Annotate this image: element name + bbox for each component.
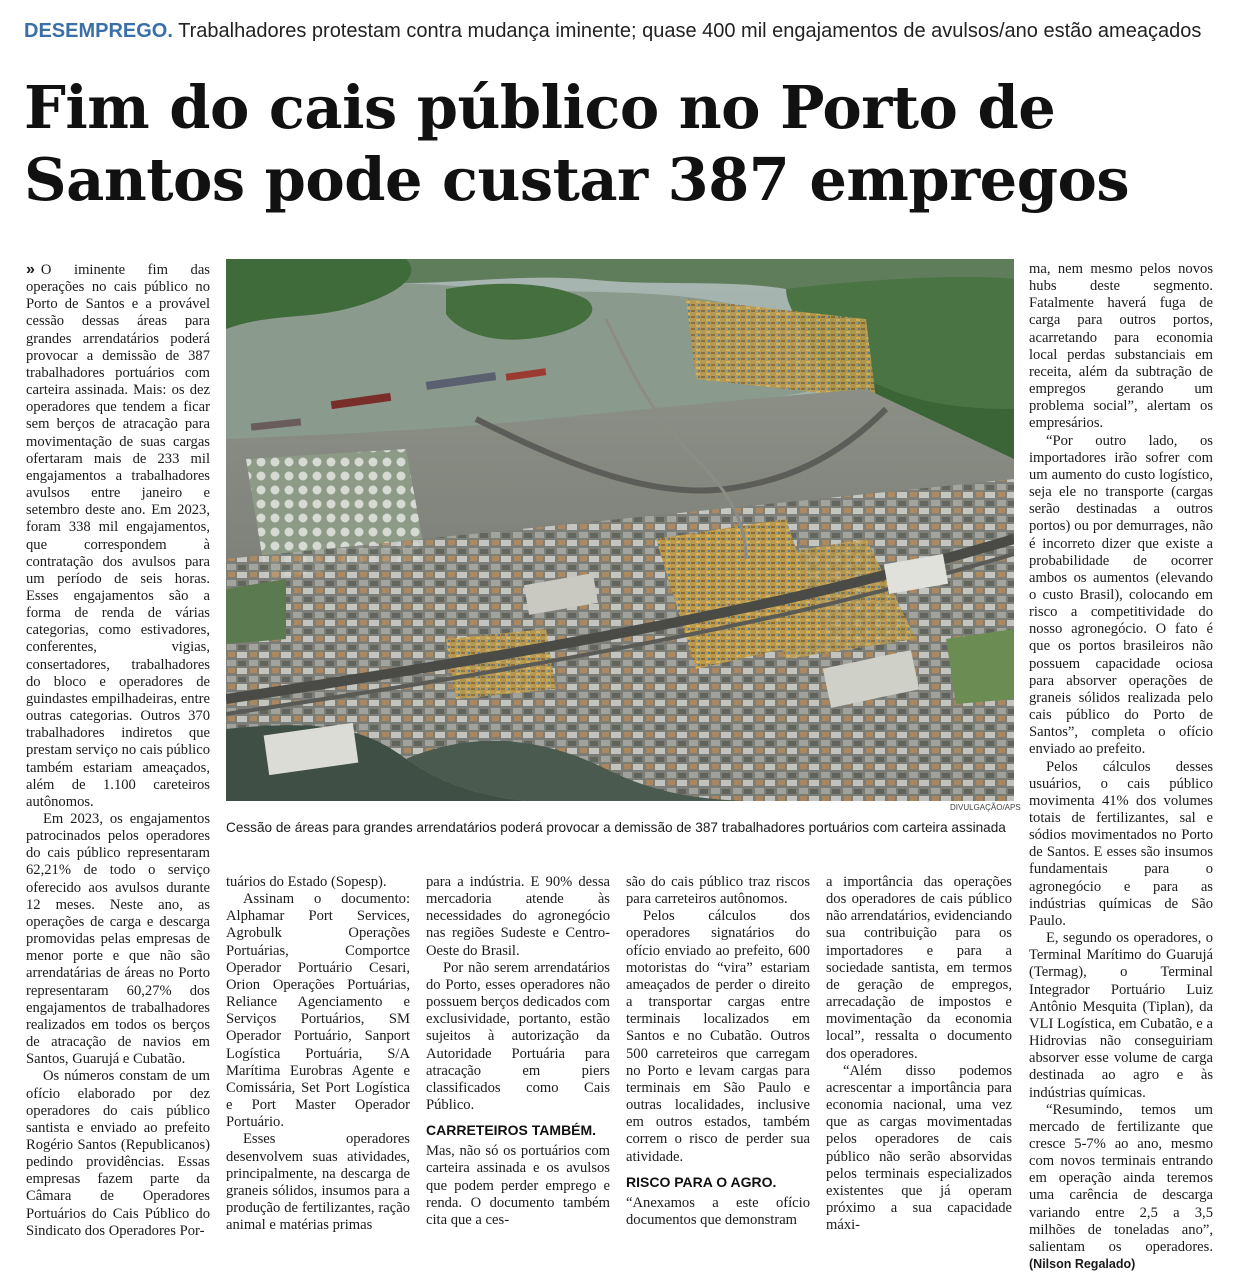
article-column-6	[1029, 261, 1213, 1273]
headline	[24, 72, 1214, 216]
author-signature: (Nilson Regalado)	[1029, 1257, 1136, 1272]
paragraph: Em 2023, os engajamentos patrocinados pelos operadores do cais público representaram 62,21% de todo o serviço oferecido aos avulsos durante 12 meses. Neste ano, as operações de carga e descarga promovidas pelas empresas de menor porte e que não são arrendatárias de áreas no Porto representaram 60,27% dos engajamentos de trabalhadores realizados em todos os berços de atracação de navios em Santos, Guarujá e Cubatão.	[26, 811, 210, 1068]
section-tag: DESEMPREGO.	[24, 20, 173, 42]
paragraph: tuários do Estado (Sopesp).	[226, 874, 387, 890]
lead-marker-icon: »	[26, 261, 35, 278]
kicker-subtitle: Trabalhadores protestam contra mudança iminente; quase 400 mil engajamentos de avulsos/ano estão ameaçados	[178, 20, 1202, 42]
subhead-risco-agro: RISCO PARA O AGRO.	[626, 1173, 777, 1190]
paragraph: “Por outro lado, os importadores irão sofrer com um aumento do custo logístico, seja ele no transporte (cargas serão destinadas a outros portos) ou por demurrages, não é incorreto dizer que existe a probabilidade de ocorrer ambos os aumentos (elevando o custo Brasil), colocando em risco a competitividade do nosso agronegócio. O fato é que os portos brasileiros não possuem capacidade ociosa para absorver operações de graneis sólidos realizada pelo cais público do Porto de Santos”, completa o ofício enviado ao prefeito.	[1029, 432, 1213, 758]
paragraph: E, segundo os operadores, o Terminal Marítimo do Guarujá (Termag), o Terminal Integrador Portuário Luiz Antônio Mesquita (Tiplan), da VLI Logística, em Cubatão, e a Hidrovias não conseguiriam absorver esse volume de carga destinada ao agro e às indústrias químicas.	[1029, 930, 1213, 1101]
photo-credit: DIVULGAÇÃO/APS	[950, 803, 1021, 812]
paragraph: Assinam o documento: Alphamar Port Services, Agrobulk Operações Portuárias, Comportce Operador Portuário Cesari, Orion Operações Portuárias, Reliance Agenciamento e Serviços Portuários, SM Operador Portuário, Sanport Logística Portuária, S/A Marítima Eurobras Agente e Comissária, Set Port Logística e Port Master Operador Portuário.	[226, 891, 410, 1131]
headline-line-1: Fim do cais público no Porto de	[24, 73, 1056, 142]
article-column-3	[426, 874, 610, 1229]
kicker	[24, 18, 1224, 44]
photo-caption: Cessão de áreas para grandes arrendatários poderá provocar a demissão de 387 trabalhadores portuários com carteira assinada	[226, 820, 1006, 835]
paragraph: Pelos cálculos dos operadores signatários do ofício enviado ao prefeito, 600 motoristas do “vira” estariam ameaçados de perder o direito a transportar cargas entre terminais localizados em Santos e no Cubatão. Outros 500 carreteiros que carregam no Porto e levam cargas para terminais em São Paulo e outras localidades, inclusive em outros estados, também correm o risco de perder sua atividade.	[626, 908, 810, 1165]
paragraph: Por não serem arrendatários do Porto, esses operadores não possuem berços dedicados com exclusividade, portanto, estão sujeitos à autorização da Autoridade Portuária para atracação em piers classificados como Cais Público.	[426, 959, 610, 1114]
paragraph: Pelos cálculos desses usuários, o cais público movimenta 41% dos volumes totais de fertilizantes, sal e sódios movimentados no Porto de Santos. E esses são insumos fundamentais para o agronegócio e para as indústrias químicas de São Paulo.	[1029, 758, 1213, 929]
aerial-port-photo	[226, 259, 1014, 801]
paragraph: “Resumindo, temos um mercado de fertilizante que cresce 5-7% ao ano, mesmo com novos terminais entrando em operação ainda teremos uma carência de descarga variando entre 2,5 a 3,5 milhões de toneladas ano”, salientam os operadores. (Nilson Regalado)	[1029, 1101, 1213, 1272]
article-column-2	[226, 874, 410, 1234]
subhead-carreteiros: CARRETEIROS TAMBÉM.	[426, 1122, 597, 1139]
paragraph: Mas, não só os portuários com carteira assinada e os avulsos que podem perder emprego e renda. O documento também cita que a ces-	[426, 1143, 610, 1228]
lead-paragraph: » O iminente fim das operações no cais público no Porto de Santos e a provável cessão dessas áreas para grandes arrendatários poderá provocar a demissão de 387 trabalhadores portuários com carteira assinada. Mais: os dez operadores que tendem a ficar sem berços de atracação para movimentação de suas cargas ofertaram mais de 233 mil engajamentos a trabalhadores avulsos entre janeiro e setembro deste ano. Em 2023, foram 338 mil engajamentos, que correspondem à contratação dos avulsos para um período de seis horas. Esses engajamentos são a forma de renda de várias categorias, como estivadores, conferentes, vigias, consertadores, trabalhadores do bloco e operadores de guindastes empilhadeiras, entre outras categorias. Outros 370 trabalhadores indiretos que prestam serviço no cais público também estariam ameaçados, além de 1.100 careteiros autônomos.	[26, 261, 210, 810]
paragraph: ma, nem mesmo pelos novos hubs deste segmento. Fatalmente haverá fuga de carga para outros portos, acarretando para economia local perdas substanciais em receita, além da subtração de empregos gerando um problema social”, alertam os empresários.	[1029, 261, 1213, 432]
article-column-4	[626, 874, 810, 1229]
article-column-5	[826, 874, 1012, 1234]
article-column-1	[26, 261, 210, 1240]
paragraph: são do cais público traz riscos para carreteiros autônomos.	[626, 874, 810, 908]
paragraph: “Anexamos a este ofício documentos que demonstram	[626, 1194, 810, 1228]
paragraph: para a indústria. E 90% dessa mercadoria atende às necessidades do agronegócio nas regiões Sudeste e Centro-Oeste do Brasil.	[426, 874, 610, 959]
headline-line-2: Santos pode custar 387 empregos	[24, 145, 1130, 214]
paragraph: “Além disso podemos acrescentar a importância para economia nacional, uma vez que as cargas movimentadas pelos operadores de cais público não serão absorvidas pelos terminais especializados existentes que já operam próximo a sua capacidade máxi-	[826, 1062, 1012, 1234]
paragraph: Esses operadores desenvolvem suas atividades, principalmente, na descarga de graneis sólidos, insumos para a produção de fertilizantes, ração animal e matérias primas	[226, 1131, 410, 1234]
paragraph: a importância das operações dos operadores de cais público não arrendatários, evidenciando sua contribuição para os importadores e para a sociedade santista, em termos de geração de empregos, arrecadação de impostos e movimentação da economia local”, ressalta o documento dos operadores.	[826, 874, 1012, 1062]
paragraph: Os números constam de um ofício elaborado por dez operadores do cais público santista e enviado ao prefeito Rogério Santos (Republicanos) pedindo providências. Essas empresas fazem parte da Câmara de Operadores Portuários do Cais Público do Sindicato dos Operadores Por-	[26, 1068, 210, 1239]
